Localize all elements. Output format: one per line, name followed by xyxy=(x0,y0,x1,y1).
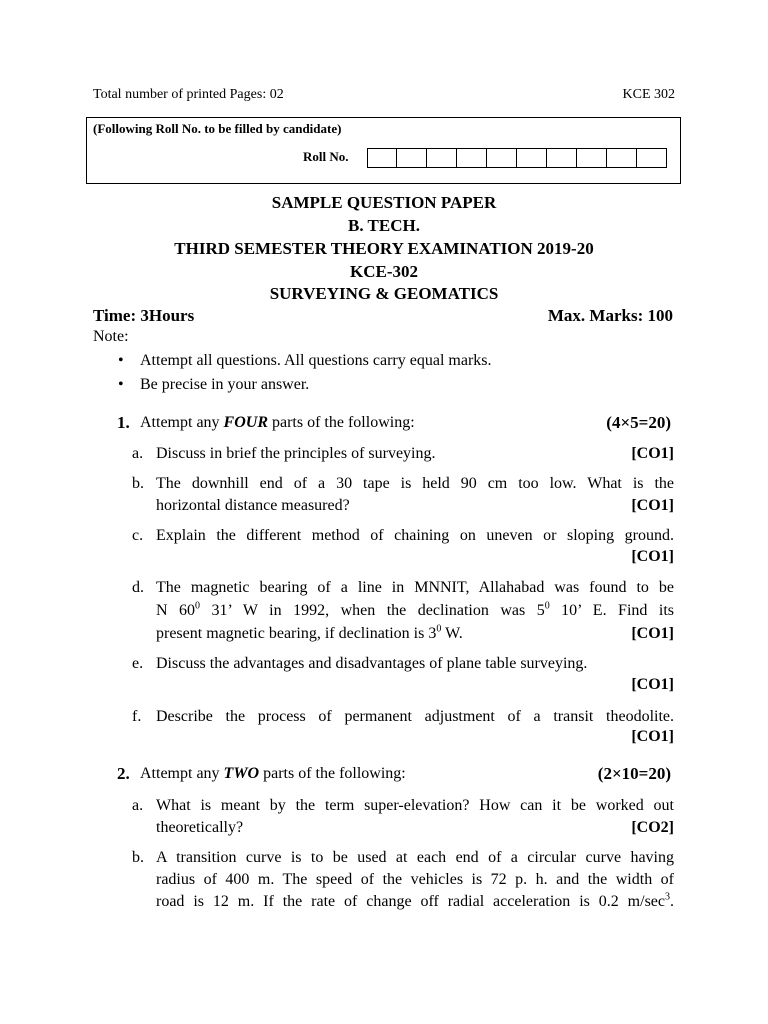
roll-number-cells[interactable] xyxy=(367,148,667,168)
question-part: a. What is meant by the term super-elevation? How can it be worked out xyxy=(132,797,674,814)
question-part-continued: radius of 400 m. The speed of the vehicles is 72 p. h. and the width of xyxy=(156,871,674,888)
bullet-icon: • xyxy=(118,352,124,369)
roll-number-cell[interactable] xyxy=(457,148,487,168)
roll-number-box xyxy=(86,117,681,184)
roll-label: Roll No. xyxy=(303,149,349,164)
question-part-continued: road is 12 m. If the rate of change off radial acceleration is 0.2 $m/\sec^3$. xyxy=(156,891,674,910)
note-item: • Be precise in your answer. xyxy=(118,376,310,393)
exam-title: THIRD SEMESTER THEORY EXAMINATION 2019-20 xyxy=(174,239,594,258)
course-outcome: [CO1] xyxy=(631,676,674,693)
roll-number-cell[interactable] xyxy=(577,148,607,168)
question-part: b. The downhill end of a 30 tape is held 90 cm too low. What is the xyxy=(132,475,674,492)
question-number: 1. xyxy=(117,413,130,432)
question-part-continued: horizontal distance measured? [CO1] xyxy=(156,495,674,517)
course-code: KCE 302 xyxy=(622,87,675,102)
note-label: Note: xyxy=(93,328,129,345)
question-part: b. A transition curve is to be used at each end of a circular curve having xyxy=(132,849,674,866)
roll-number-cell[interactable] xyxy=(607,148,637,168)
roll-number-cell[interactable] xyxy=(547,148,577,168)
question-part-continued: present magnetic bearing, if declination is $3^0$ W. [CO1] xyxy=(156,623,674,645)
bullet-icon: • xyxy=(118,376,124,393)
question-part: f. Describe the process of permanent adjustment of a transit theodolite. xyxy=(132,708,674,725)
question-number: 2. xyxy=(117,764,130,783)
question-instruction: Attempt any TWO parts of the following: xyxy=(140,765,406,782)
question-marks: (4×5=20) xyxy=(606,413,671,432)
course-outcome: [CO1] xyxy=(631,497,674,514)
paper-title: SAMPLE QUESTION PAPER xyxy=(271,193,497,212)
degree-title: B. TECH. xyxy=(348,216,420,235)
question-part-continued: theoretically? [CO2] xyxy=(156,817,674,839)
question-instruction: Attempt any FOUR parts of the following: xyxy=(140,414,415,431)
question-marks: (2×10=20) xyxy=(597,764,671,783)
subject-title: SURVEYING & GEOMATICS xyxy=(269,284,499,303)
question-part: a. Discuss in brief the principles of surveying. [CO1] xyxy=(156,443,674,465)
note-item: • Attempt all questions. All questions carry equal marks. xyxy=(118,352,492,369)
question-part: c. Explain the different method of chaining on uneven or sloping ground. xyxy=(132,527,674,544)
course-outcome: [CO2] xyxy=(631,819,674,836)
max-marks: Max. Marks: 100 xyxy=(547,306,673,325)
roll-number-cell[interactable] xyxy=(487,148,517,168)
course-outcome: [CO1] xyxy=(631,728,674,745)
course-outcome: [CO1] xyxy=(631,625,674,642)
roll-number-cell[interactable] xyxy=(517,148,547,168)
question-part: d. The magnetic bearing of a line in MNNIT, Allahabad was found to be xyxy=(132,579,674,596)
roll-number-cell[interactable] xyxy=(427,148,457,168)
course-outcome: [CO1] xyxy=(631,445,674,462)
printed-pages-note: Total number of printed Pages: 02 xyxy=(93,87,284,102)
subject-code-title: KCE-302 xyxy=(350,262,418,281)
roll-number-cell[interactable] xyxy=(397,148,427,168)
roll-instruction: (Following Roll No. to be filled by candidate) xyxy=(93,121,342,136)
course-outcome: [CO1] xyxy=(631,548,674,565)
exam-time: Time: 3Hours xyxy=(93,306,195,325)
question-part: e. Discuss the advantages and disadvantages of plane table surveying. xyxy=(132,655,588,672)
roll-number-cell[interactable] xyxy=(637,148,667,168)
roll-number-cell[interactable] xyxy=(367,148,397,168)
question-part-continued: N $60^0$ 31’ W in 1992, when the declination was $5^0$ 10’ E. Find its xyxy=(156,600,674,619)
